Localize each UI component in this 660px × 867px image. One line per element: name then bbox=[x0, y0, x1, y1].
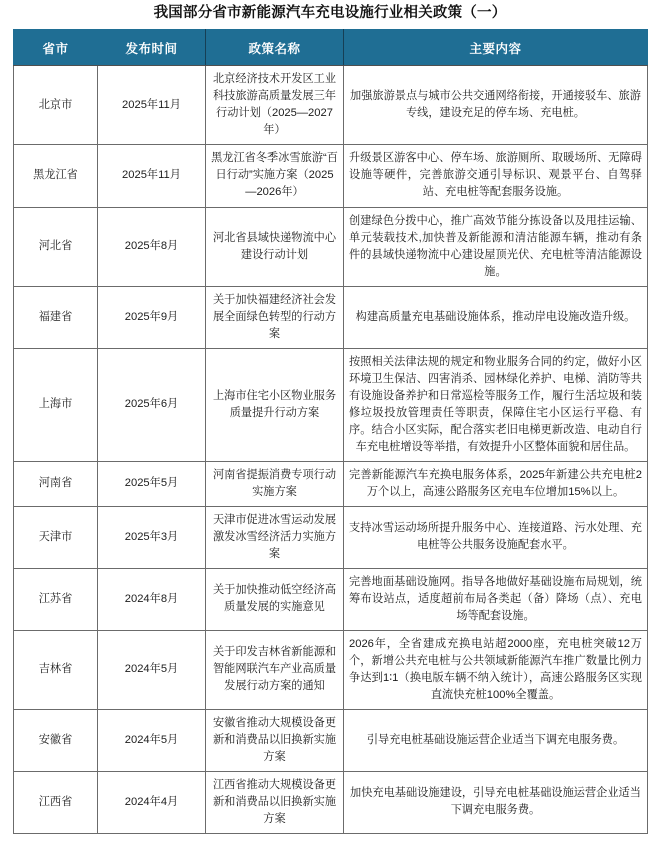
column-header-date: 发布时间 bbox=[98, 30, 206, 66]
table-row bbox=[14, 207, 648, 286]
cell-policy-name: 关于加快推动低空经济高质量发展的实施意见 bbox=[206, 568, 344, 630]
cell-province: 江西省 bbox=[14, 771, 98, 833]
cell-policy-name: 北京经济技术开发区工业科技旅游高质量发展三年行动计划（2025—2027年） bbox=[206, 66, 344, 145]
cell-date: 2025年3月 bbox=[98, 506, 206, 568]
cell-content: 引导充电桩基础设施运营企业适当下调充电服务费。 bbox=[344, 709, 648, 771]
cell-policy-name: 上海市住宅小区物业服务质量提升行动方案 bbox=[206, 348, 344, 461]
cell-policy-name: 天津市促进冰雪运动发展激发冰雪经济活力实施方案 bbox=[206, 506, 344, 568]
cell-date: 2025年11月 bbox=[98, 145, 206, 207]
cell-province: 黑龙江省 bbox=[14, 145, 98, 207]
cell-policy-name: 关于加快福建经济社会发展全面绿色转型的行动方案 bbox=[206, 286, 344, 348]
cell-content: 构建高质量充电基础设施体系，推动岸电设施改造升级。 bbox=[344, 286, 648, 348]
cell-content: 加快充电基础设施建设，引导充电桩基础设施运营企业适当下调充电服务费。 bbox=[344, 771, 648, 833]
cell-policy-name: 河北省县域快递物流中心建设行动计划 bbox=[206, 207, 344, 286]
table-header-row bbox=[14, 30, 648, 66]
cell-content: 创建绿色分拨中心，推广高效节能分拣设备以及甩挂运输、单元装载技术,加快普及新能源和清洁能源车辆，推动有条件的县域快递物流中心建设屋顶光伏、充电桩等清洁能源设施。 bbox=[344, 207, 648, 286]
table-row bbox=[14, 506, 648, 568]
table-row bbox=[14, 709, 648, 771]
cell-content: 完善地面基础设施网。指导各地做好基础设施布局规划，统筹布设站点，适度超前布局各类起（备）降场（点）、充电场等配套设施。 bbox=[344, 568, 648, 630]
cell-content: 升级景区游客中心、停车场、旅游厕所、取暖场所、无障碍设施等硬件，完善旅游交通引导标识、观景平台、自驾驿站、充电桩等配套服务设施。 bbox=[344, 145, 648, 207]
column-header-content: 主要内容 bbox=[344, 30, 648, 66]
cell-policy-name: 安徽省推动大规模设备更新和消费品以旧换新实施方案 bbox=[206, 709, 344, 771]
cell-content: 支持冰雪运动场所提升服务中心、连接道路、污水处理、充电桩等公共服务设施配套水平。 bbox=[344, 506, 648, 568]
cell-policy-name: 关于印发吉林省新能源和智能网联汽车产业高质量发展行动方案的通知 bbox=[206, 630, 344, 709]
table-row bbox=[14, 461, 648, 506]
cell-province: 上海市 bbox=[14, 348, 98, 461]
column-header-policy-name: 政策名称 bbox=[206, 30, 344, 66]
page-title: 我国部分省市新能源汽车充电设施行业相关政策（一） bbox=[153, 5, 507, 21]
table-header bbox=[14, 30, 648, 66]
table-container bbox=[0, 29, 660, 834]
cell-content: 按照相关法律法规的规定和物业服务合同的约定，做好小区环境卫生保洁、四害消杀、园林绿化养护、电梯、消防等共有设施设备养护和日常巡检等服务工作，履行生活垃圾和装修垃圾投放管理责任等职责，保障住宅小区运行平稳、有序。结合小区实际，配合落实老旧电梯更新改造、电动自行车充电桩增设等举措，有效提升小区整体面貌和居住品。 bbox=[344, 348, 648, 461]
table-row bbox=[14, 771, 648, 833]
cell-content: 加强旅游景点与城市公共交通网络衔接，开通接驳车、旅游专线，建设充足的停车场、充电桩。 bbox=[344, 66, 648, 145]
cell-province: 河北省 bbox=[14, 207, 98, 286]
cell-content: 完善新能源汽车充换电服务体系，2025年新建公共充电桩2万个以上，高速公路服务区充电车位增加15%以上。 bbox=[344, 461, 648, 506]
cell-province: 吉林省 bbox=[14, 630, 98, 709]
cell-date: 2025年5月 bbox=[98, 461, 206, 506]
cell-content: 2026年，全省建成充换电站超2000座，充电桩突破12万个，新增公共充电桩与公共领域新能源汽车推广数量比例力争达到1∶1（换电版车辆不纳入统计），高速公路服务区实现直流快充桩100%全覆盖。 bbox=[344, 630, 648, 709]
table-row bbox=[14, 348, 648, 461]
cell-province: 北京市 bbox=[14, 66, 98, 145]
cell-date: 2024年8月 bbox=[98, 568, 206, 630]
cell-province: 天津市 bbox=[14, 506, 98, 568]
table-row bbox=[14, 145, 648, 207]
table-row bbox=[14, 66, 648, 145]
cell-date: 2025年11月 bbox=[98, 66, 206, 145]
cell-province: 江苏省 bbox=[14, 568, 98, 630]
cell-province: 福建省 bbox=[14, 286, 98, 348]
policy-table bbox=[13, 29, 648, 834]
table-row bbox=[14, 568, 648, 630]
cell-policy-name: 黑龙江省冬季冰雪旅游“百日行动”实施方案（2025—2026年） bbox=[206, 145, 344, 207]
cell-policy-name: 河南省提振消费专项行动实施方案 bbox=[206, 461, 344, 506]
table-row bbox=[14, 286, 648, 348]
cell-date: 2025年9月 bbox=[98, 286, 206, 348]
cell-province: 河南省 bbox=[14, 461, 98, 506]
cell-date: 2024年5月 bbox=[98, 709, 206, 771]
table-row bbox=[14, 630, 648, 709]
column-header-province: 省市 bbox=[14, 30, 98, 66]
table-body bbox=[14, 66, 648, 834]
cell-date: 2024年5月 bbox=[98, 630, 206, 709]
cell-date: 2025年6月 bbox=[98, 348, 206, 461]
cell-province: 安徽省 bbox=[14, 709, 98, 771]
cell-policy-name: 江西省推动大规模设备更新和消费品以旧换新实施方案 bbox=[206, 771, 344, 833]
cell-date: 2024年4月 bbox=[98, 771, 206, 833]
cell-date: 2025年8月 bbox=[98, 207, 206, 286]
